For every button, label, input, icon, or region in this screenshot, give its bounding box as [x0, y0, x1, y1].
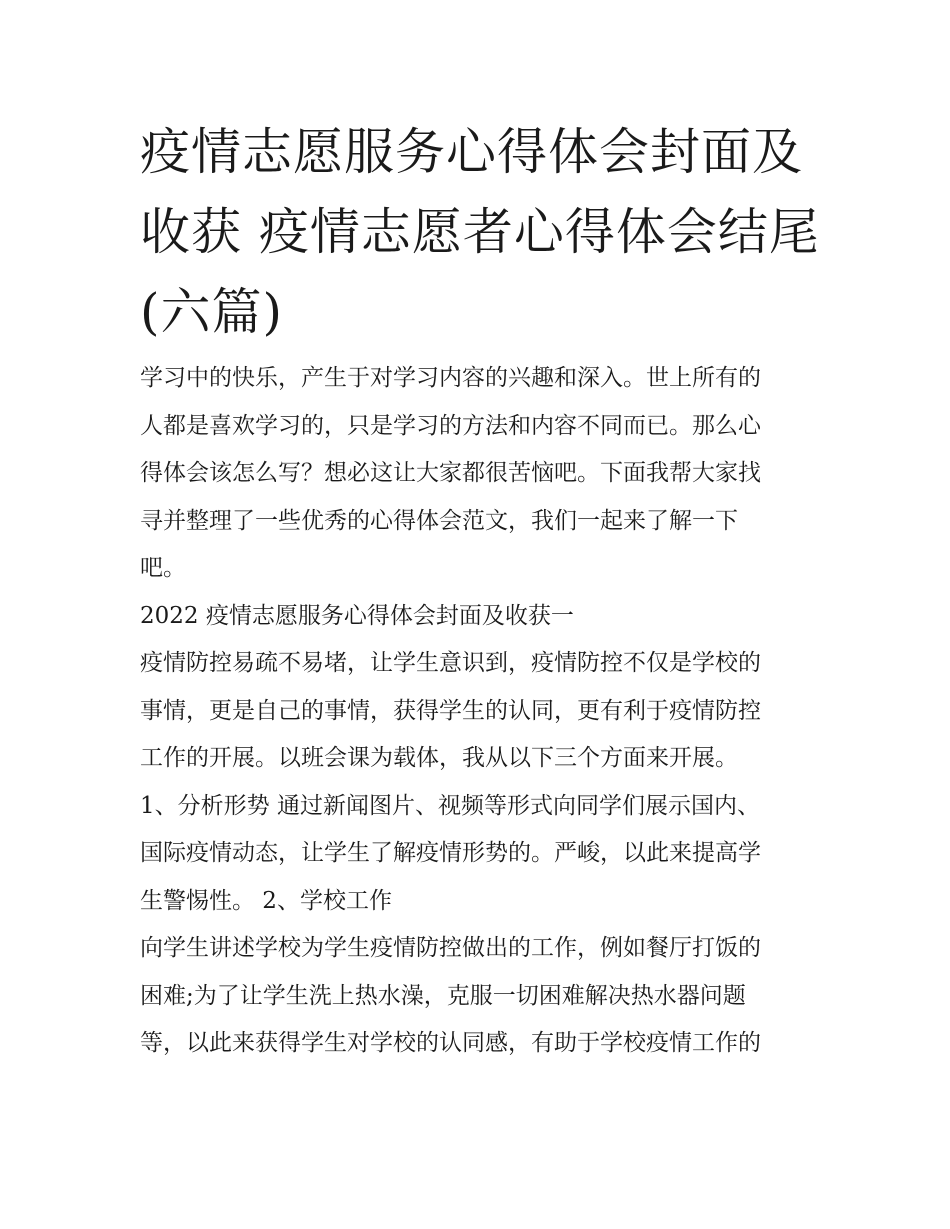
- body-line: 困难;为了让学生洗上热水澡，克服一切困难解决热水器问题: [140, 982, 746, 1009]
- body-line: 国际疫情动态，让学生了解疫情形势的。严峻，以此来提高学: [140, 840, 761, 866]
- body-line: 事情，更是自己的事情，获得学生的认同，更有利于疫情防控: [140, 697, 761, 724]
- body-line: 寻并整理了一些优秀的心得体会范文，我们一起来了解一下: [140, 507, 738, 534]
- body-line: 1、分析形势 通过新闻图片、视频等形式向同学们展示国内、: [140, 792, 760, 819]
- body-line: 等，以此来获得学生对学校的认同感，有助于学校疫情工作的: [140, 1030, 761, 1056]
- body-line: 人都是喜欢学习的，只是学习的方法和内容不同而已。那么心: [140, 412, 761, 439]
- title-line: 疫情志愿服务心得体会封面及: [140, 123, 803, 181]
- body-line: 疫情防控易疏不易堵，让学生意识到，疫情防控不仅是学校的: [140, 650, 761, 676]
- body-line: 得体会该怎么写？想必这让大家都很苦恼吧。下面我帮大家找: [140, 460, 761, 486]
- title-line: 收获 疫情志愿者心得体会结尾: [140, 203, 820, 261]
- body-line: 工作的开展。以班会课为载体，我从以下三个方面来开展。: [140, 745, 738, 771]
- section-heading: 2022 疫情志愿服务心得体会封面及收获一: [140, 602, 574, 629]
- body-line: 向学生讲述学校为学生疫情防控做出的工作，例如餐厅打饭的: [140, 935, 761, 961]
- body-line: 吧。: [140, 555, 186, 581]
- body-line: 生警惕性。 2、学校工作: [140, 887, 392, 914]
- document-body: [140, 355, 830, 1068]
- body-line: 学习中的快乐，产生于对学习内容的兴趣和深入。世上所有的: [140, 365, 761, 391]
- title-line: (六篇): [140, 283, 284, 341]
- document-title: [140, 112, 820, 352]
